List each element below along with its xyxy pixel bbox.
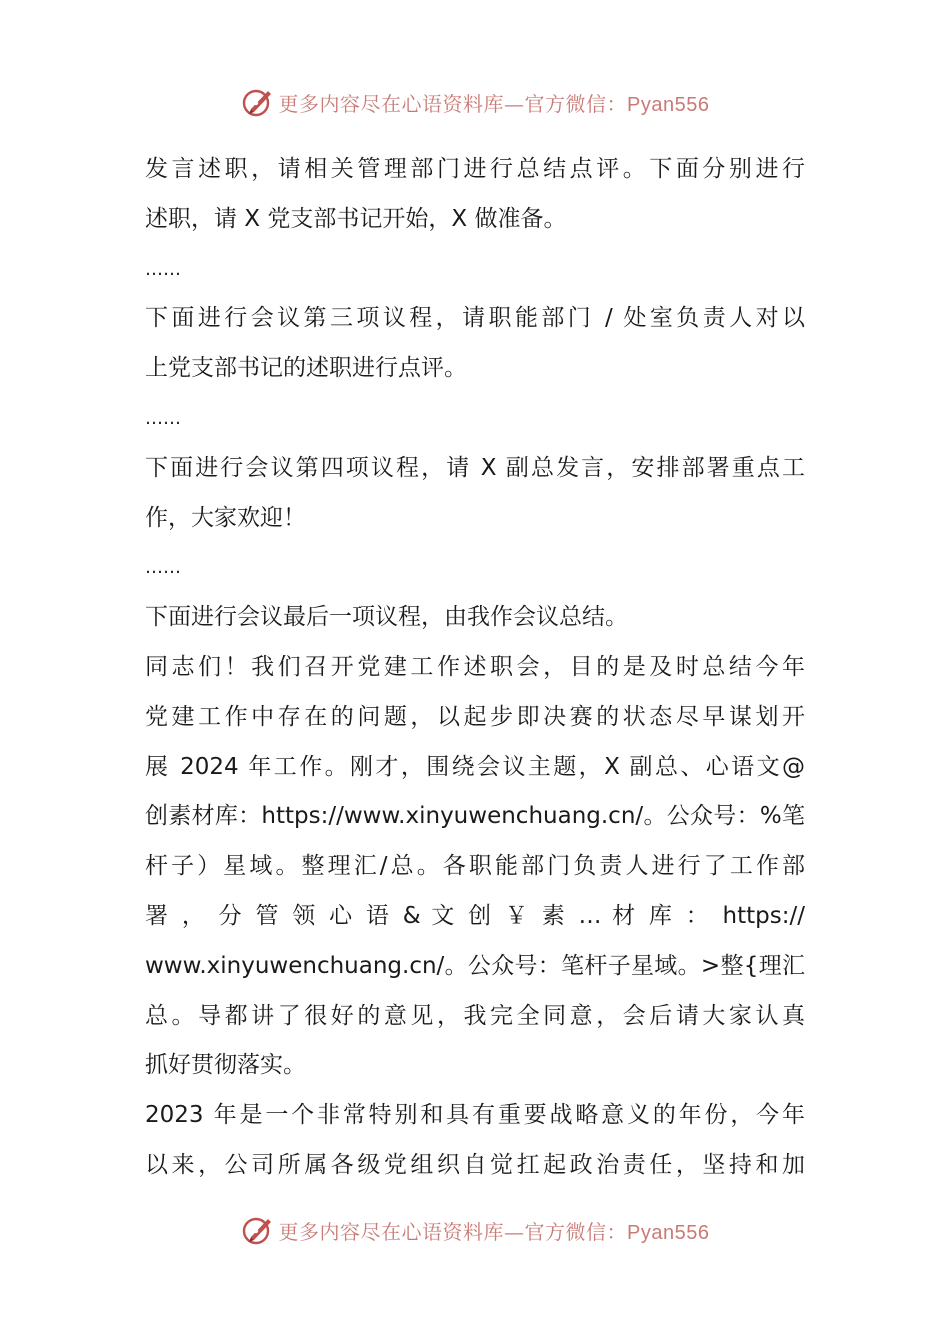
text-line: 2023 年是一个非常特别和具有重要战略意义的年份，今年 (145, 1102, 805, 1129)
text-line: 发言述职，请相关管理部门进行总结点评。下面分别进行 (145, 156, 805, 182)
header-banner (0, 82, 950, 122)
text-line: 展 2024 年工作。刚才，围绕会议主题，X 副总、心语文@ (145, 753, 805, 780)
ellipsis-line: …… (145, 407, 181, 429)
banner-handle: Pyan556 (627, 1221, 710, 1244)
text-line: 创素材库：https://www.xinyuwenchuang.cn/。公众号：%笔 (145, 803, 805, 830)
banner-text (279, 88, 710, 117)
banner-handle: Pyan556 (627, 93, 710, 116)
text-line: 署 ， 分 管 领 心 语 & 文 创 ￥ 素 … 材 库 ： https:// (145, 902, 805, 929)
text-line: 同志们！我们召开党建工作述职会，目的是及时总结今年 (145, 653, 805, 680)
text-line: 述职，请 X 党支部书记开始，X 做准备。 (145, 205, 567, 232)
text-line: 下面进行会议最后一项议程，由我作会议总结。 (145, 604, 628, 631)
footer-banner (0, 1210, 950, 1250)
text-line: 下面进行会议第三项议程，请职能部门 / 处室负责人对以 (145, 305, 805, 332)
pen-circle-logo-icon (241, 85, 275, 119)
text-line: www.xinyuwenchuang.cn/。公众号：笔杆子星域。>整{理汇 (145, 952, 805, 979)
text-line: 下面进行会议第四项议程，请 X 副总发言，安排部署重点工 (145, 454, 805, 481)
text-line: 以来，公司所属各级党组织自觉扛起政治责任，坚持和加 (145, 1151, 805, 1178)
text-line: 总。导都讲了很好的意见，我完全同意，会后请大家认真 (145, 1002, 805, 1029)
pen-circle-logo-icon (241, 1213, 275, 1247)
document-body (145, 145, 805, 1191)
text-line: 党建工作中存在的问题，以起步即决赛的状态尽早谋划开 (145, 703, 805, 730)
banner-label: 更多内容尽在心语资料库—官方微信： (278, 91, 628, 116)
text-line: 抓好贯彻落实。 (145, 1052, 306, 1079)
text-line: 杆子）星域。整理汇/总。各职能部门负责人进行了工作部 (145, 853, 805, 880)
ellipsis-line: …… (145, 258, 181, 280)
text-line: 上党支部书记的述职进行点评。 (145, 355, 467, 382)
text-line: 作，大家欢迎！ (145, 504, 306, 531)
banner-text (279, 1216, 710, 1245)
ellipsis-line: …… (145, 557, 181, 579)
banner-label: 更多内容尽在心语资料库—官方微信： (278, 1219, 628, 1244)
